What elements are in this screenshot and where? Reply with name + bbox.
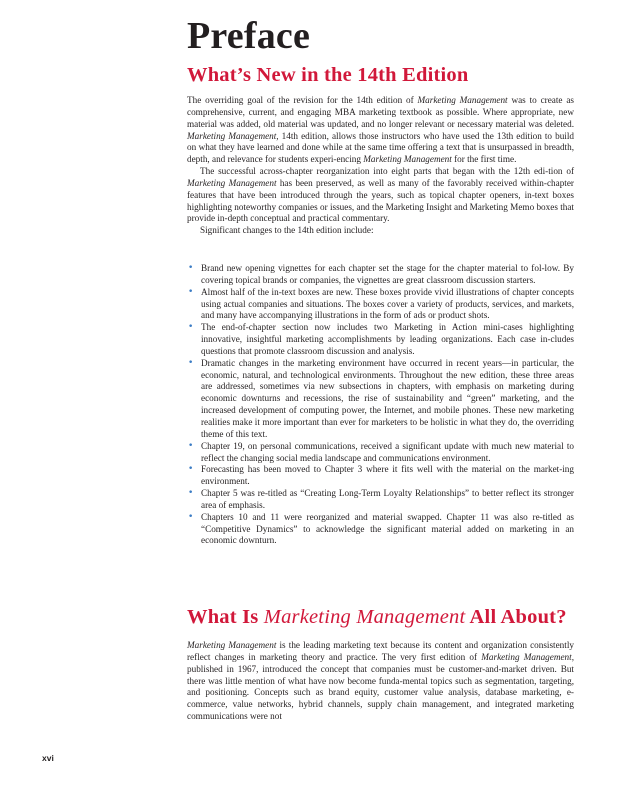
bullet-item (187, 464, 574, 488)
italic-run: Marketing Management, (187, 130, 279, 141)
intro-paragraph (187, 166, 574, 225)
text-run: 14th edition, allows those instructors who have used the 13th edition to build on what they have learned and done while at the same time offering a text that is unsurpassed in breadth, depth, and relevance for students experi-encing (187, 130, 574, 165)
bullet-item (187, 441, 574, 465)
text-run: is the leading marketing text because its content and organization consistently reflect changes in marketing theory and practice. The very first edition of (187, 640, 574, 662)
text-run: The overriding goal of the revision for the 14th edition of (187, 95, 418, 105)
bullet-item (187, 322, 574, 358)
bullet-item (187, 512, 574, 548)
bullet-icon: • (188, 286, 194, 297)
page-title: Preface (187, 15, 311, 57)
bullet-item (187, 358, 574, 441)
text-run: was to create as comprehensive, current, and engaging MBA marketing textbook as possible. Where appropriate, new material was added, old material was updated, and no longer relevant or necessary material was deleted. (187, 95, 574, 129)
bullet-icon: • (188, 263, 194, 273)
changes-bullet-list (187, 263, 574, 547)
text-run: published in 1967, introduced the concept that companies must be customer-and-market driven. But there was little mention of what have now become funda-mental topics such as segmentation, targeting, and positioning. Concepts such as brand equity, customer value analysis, database marketing, e-commerce, value networks, hybrid channels, supply chain management, and integrated marketing communications were not (187, 663, 574, 722)
bullet-icon: • (188, 511, 194, 522)
italic-run: Marketing Management (417, 95, 508, 105)
italic-run: Marketing Management, (481, 651, 574, 662)
text-run: for the first time. (451, 154, 517, 165)
bullet-icon: • (188, 322, 194, 333)
about-paragraph (187, 640, 574, 723)
italic-run: Marketing Management (363, 154, 452, 165)
bullet-item (187, 488, 574, 512)
section-heading-what-is (187, 605, 567, 629)
text-run: The successful across-chapter reorganization into eight parts that began with the 12th edi-tion of (200, 166, 574, 177)
bullet-icon: • (188, 464, 194, 475)
text-run: has been preserved, as well as many of the favorably received within-chapter features that have been introduced through the years, such as topical chapter openers, in-text boxes highlighting noteworthy companies or issues, and the Marketing Insight and Marketing Memo boxes that provide in-depth conceptual and practical commentary. (187, 177, 574, 224)
bullet-icon: • (188, 488, 194, 499)
bullet-text: Forecasting has been moved to Chapter 3 where it fits well with the material on the market-ing environment. (201, 464, 574, 487)
bullet-text: The end-of-chapter section now includes two Marketing in Action mini-cases highlighting innovative, insightful marketing accomplishments by leading organizations. Each case in-cludes questions that promote classroom discussion and analysis. (201, 322, 574, 356)
heading-suffix: All About? (465, 606, 567, 628)
intro-paragraph (187, 95, 574, 166)
page-number: xvi (42, 753, 54, 763)
bullet-item (187, 263, 574, 287)
bullet-text: Chapter 5 was re-titled as “Creating Long-Term Loyalty Relationships” to better reflect its stronger area of emphasis. (201, 488, 574, 510)
intro-paragraph (187, 225, 574, 237)
italic-run: Marketing Management (187, 177, 277, 188)
text-run: Significant changes to the 14th edition include: (200, 225, 374, 236)
heading-italic: Marketing Management (263, 606, 466, 628)
bullet-icon: • (188, 357, 194, 368)
italic-run: Marketing Management (187, 640, 277, 650)
bullet-text: Brand new opening vignettes for each chapter set the stage for the chapter material to fol-low. By covering topical brands or companies, the vignettes are great classroom discussion starters. (201, 263, 574, 285)
bullet-icon: • (188, 440, 194, 451)
intro-paragraphs (187, 95, 574, 237)
bullet-text: Almost half of the in-text boxes are new. These boxes provide vivid illustrations of chapter concepts using actual companies and situations. The boxes cover a variety of products, services, and markets, and many have accompanying illustrations in the form of ads or product shots. (201, 286, 574, 321)
bullet-text: Chapter 19, on personal communications, received a significant update with much new material to reflect the changing social media landscape and communications environment. (201, 440, 574, 463)
about-paragraph-text (187, 640, 574, 723)
bullet-text: Chapters 10 and 11 were reorganized and material swapped. Chapter 11 was also re-titled as “Competitive Dynamics” to acknowledge the significant material added on marketing in an economic downturn. (201, 511, 574, 546)
bullet-item (187, 287, 574, 323)
bullet-text: Dramatic changes in the marketing environment have occurred in recent years—in particular, the economic, natural, and technological environments. Throughout the new edition, these three areas are addressed, sometimes via new subsections in chapters, with emphasis on marketing during economic downturns and recessions, the rise of sustainability and “green” marketing, and the increased development of computing power, the Internet, and mobile phones. These new marketing realities make it more important than ever for marketers to be holistic in what they do, the overriding theme of this text. (201, 357, 574, 439)
section-heading-whats-new: What’s New in the 14th Edition (187, 64, 469, 86)
heading-prefix: What Is (187, 606, 264, 628)
